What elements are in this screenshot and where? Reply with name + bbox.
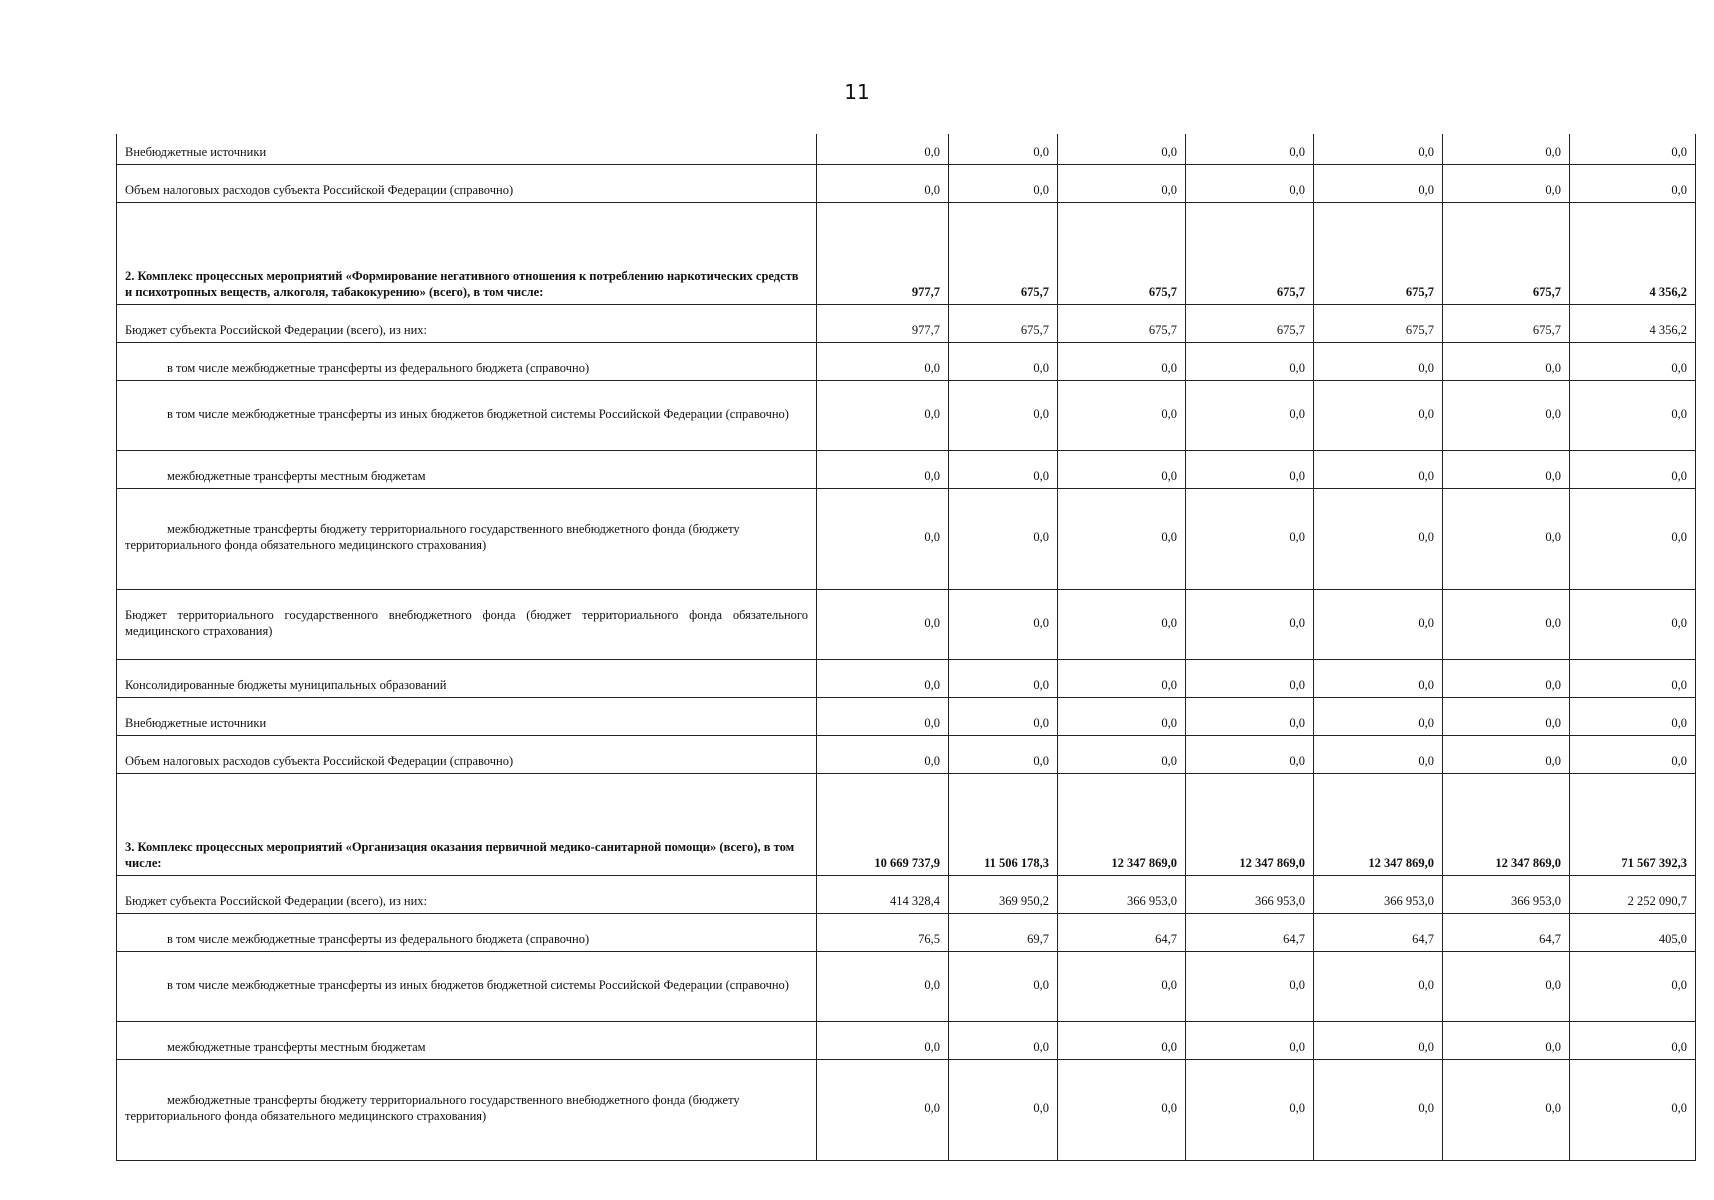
table-row	[117, 952, 1696, 1022]
value-cell: 0,0	[1186, 165, 1314, 203]
value-cell: 414 328,4	[817, 876, 949, 914]
row-label: Бюджет субъекта Российской Федерации (всего), из них:	[117, 876, 817, 914]
value-cell: 0,0	[1186, 451, 1314, 489]
value-cell: 0,0	[1186, 381, 1314, 451]
row-label: Внебюджетные источники	[117, 134, 817, 165]
value-cell: 0,0	[1314, 736, 1443, 774]
table-row	[117, 203, 1696, 305]
row-label: 3. Комплекс процессных мероприятий «Организация оказания первичной медико-санитарной помощи» (всего), в том числе:	[117, 774, 817, 876]
value-cell: 76,5	[817, 914, 949, 952]
value-cell: 369 950,2	[949, 876, 1058, 914]
table-row	[117, 343, 1696, 381]
value-cell: 0,0	[1314, 1022, 1443, 1060]
value-cell: 64,7	[1443, 914, 1570, 952]
table-row	[117, 1060, 1696, 1161]
value-cell: 366 953,0	[1186, 876, 1314, 914]
value-cell: 0,0	[949, 736, 1058, 774]
value-cell: 0,0	[1314, 952, 1443, 1022]
value-cell: 0,0	[1058, 1022, 1186, 1060]
table-row	[117, 451, 1696, 489]
value-cell: 64,7	[1314, 914, 1443, 952]
row-label: 2. Комплекс процессных мероприятий «Формирование негативного отношения к потреблению наркотических средств и психотропных веществ, алкоголя, табакокурению» (всего), в том числе:	[117, 203, 817, 305]
value-cell: 12 347 869,0	[1443, 774, 1570, 876]
value-cell: 10 669 737,9	[817, 774, 949, 876]
value-cell: 0,0	[1570, 451, 1696, 489]
table-row	[117, 134, 1696, 165]
value-cell: 0,0	[817, 381, 949, 451]
value-cell: 0,0	[1186, 698, 1314, 736]
row-label-text: межбюджетные трансферты местным бюджетам	[167, 1040, 426, 1054]
value-cell: 0,0	[1443, 1060, 1570, 1161]
row-label: Объем налоговых расходов субъекта Российской Федерации (справочно)	[117, 736, 817, 774]
value-cell: 0,0	[1443, 1022, 1570, 1060]
value-cell: 0,0	[1058, 381, 1186, 451]
row-label	[117, 343, 817, 381]
value-cell: 0,0	[1314, 134, 1443, 165]
row-label-text: межбюджетные трансферты бюджету территориального государственного внебюджетного фонда (бюджету территориального фонда обязательного медицинского страхования)	[125, 522, 740, 552]
value-cell: 0,0	[817, 590, 949, 660]
row-label-text: в том числе межбюджетные трансферты из федерального бюджета (справочно)	[167, 361, 590, 375]
value-cell: 64,7	[1186, 914, 1314, 952]
value-cell: 0,0	[1186, 590, 1314, 660]
row-label-text: в том числе межбюджетные трансферты из иных бюджетов бюджетной системы Российской Федерации (справочно)	[167, 406, 789, 421]
value-cell: 675,7	[1314, 203, 1443, 305]
table-row	[117, 1022, 1696, 1060]
value-cell: 12 347 869,0	[1314, 774, 1443, 876]
table-row	[117, 165, 1696, 203]
value-cell: 0,0	[1443, 590, 1570, 660]
value-cell: 0,0	[1058, 590, 1186, 660]
value-cell: 0,0	[949, 165, 1058, 203]
value-cell: 0,0	[817, 489, 949, 590]
value-cell: 0,0	[1186, 952, 1314, 1022]
value-cell: 675,7	[1443, 305, 1570, 343]
value-cell: 0,0	[1443, 736, 1570, 774]
value-cell: 0,0	[949, 489, 1058, 590]
value-cell: 0,0	[1314, 1060, 1443, 1161]
value-cell: 0,0	[949, 451, 1058, 489]
value-cell: 11 506 178,3	[949, 774, 1058, 876]
value-cell: 675,7	[1443, 203, 1570, 305]
value-cell: 69,7	[949, 914, 1058, 952]
value-cell: 977,7	[817, 305, 949, 343]
value-cell: 0,0	[1058, 134, 1186, 165]
value-cell: 0,0	[1570, 343, 1696, 381]
value-cell: 0,0	[817, 165, 949, 203]
value-cell: 71 567 392,3	[1570, 774, 1696, 876]
value-cell: 0,0	[1186, 134, 1314, 165]
value-cell: 0,0	[949, 1060, 1058, 1161]
value-cell: 0,0	[1570, 381, 1696, 451]
row-label	[117, 1060, 817, 1161]
table-row	[117, 660, 1696, 698]
value-cell: 12 347 869,0	[1186, 774, 1314, 876]
row-label-text: в том числе межбюджетные трансферты из иных бюджетов бюджетной системы Российской Федерации (справочно)	[167, 977, 789, 992]
table-row	[117, 774, 1696, 876]
value-cell: 0,0	[1443, 381, 1570, 451]
row-label	[117, 1022, 817, 1060]
value-cell: 675,7	[949, 203, 1058, 305]
value-cell: 0,0	[949, 1022, 1058, 1060]
value-cell: 0,0	[1314, 489, 1443, 590]
table-row	[117, 381, 1696, 451]
value-cell: 0,0	[1058, 1060, 1186, 1161]
value-cell: 675,7	[949, 305, 1058, 343]
value-cell: 0,0	[1314, 381, 1443, 451]
value-cell: 0,0	[1058, 343, 1186, 381]
value-cell: 0,0	[949, 134, 1058, 165]
value-cell: 366 953,0	[1058, 876, 1186, 914]
row-label	[117, 451, 817, 489]
row-label: Консолидированные бюджеты муниципальных образований	[117, 660, 817, 698]
table-row	[117, 489, 1696, 590]
value-cell: 0,0	[949, 343, 1058, 381]
value-cell: 0,0	[1443, 952, 1570, 1022]
table-row	[117, 590, 1696, 660]
value-cell: 0,0	[949, 952, 1058, 1022]
table-row	[117, 914, 1696, 952]
value-cell: 0,0	[949, 660, 1058, 698]
value-cell: 4 356,2	[1570, 305, 1696, 343]
value-cell: 0,0	[817, 698, 949, 736]
row-label: Внебюджетные источники	[117, 698, 817, 736]
value-cell: 12 347 869,0	[1058, 774, 1186, 876]
value-cell: 0,0	[817, 660, 949, 698]
value-cell: 0,0	[1186, 1022, 1314, 1060]
value-cell: 0,0	[1186, 489, 1314, 590]
value-cell: 0,0	[1570, 736, 1696, 774]
value-cell: 0,0	[1443, 451, 1570, 489]
value-cell: 0,0	[1570, 660, 1696, 698]
value-cell: 0,0	[1314, 698, 1443, 736]
value-cell: 0,0	[1443, 698, 1570, 736]
row-label	[117, 952, 817, 1022]
table-row	[117, 305, 1696, 343]
value-cell: 0,0	[1058, 736, 1186, 774]
value-cell: 0,0	[1186, 1060, 1314, 1161]
value-cell: 0,0	[1443, 660, 1570, 698]
value-cell: 0,0	[1570, 165, 1696, 203]
value-cell: 0,0	[1443, 343, 1570, 381]
value-cell: 0,0	[1570, 1060, 1696, 1161]
value-cell: 0,0	[1570, 590, 1696, 660]
value-cell: 0,0	[1570, 952, 1696, 1022]
value-cell: 0,0	[1314, 343, 1443, 381]
value-cell: 0,0	[1058, 698, 1186, 736]
value-cell: 0,0	[949, 698, 1058, 736]
value-cell: 366 953,0	[1443, 876, 1570, 914]
value-cell: 0,0	[1443, 165, 1570, 203]
value-cell: 0,0	[1570, 698, 1696, 736]
value-cell: 0,0	[1314, 165, 1443, 203]
value-cell: 0,0	[817, 451, 949, 489]
budget-table	[116, 134, 1696, 1161]
value-cell: 0,0	[949, 381, 1058, 451]
value-cell: 675,7	[1314, 305, 1443, 343]
value-cell: 675,7	[1186, 203, 1314, 305]
value-cell: 675,7	[1058, 305, 1186, 343]
value-cell: 0,0	[1570, 1022, 1696, 1060]
value-cell: 0,0	[1570, 134, 1696, 165]
value-cell: 0,0	[1058, 451, 1186, 489]
value-cell: 405,0	[1570, 914, 1696, 952]
value-cell: 0,0	[1058, 952, 1186, 1022]
value-cell: 0,0	[949, 590, 1058, 660]
page-number: 11	[844, 80, 870, 104]
value-cell: 0,0	[1186, 736, 1314, 774]
value-cell: 0,0	[1058, 489, 1186, 590]
row-label: Объем налоговых расходов субъекта Российской Федерации (справочно)	[117, 165, 817, 203]
value-cell: 0,0	[817, 1022, 949, 1060]
row-label-text: межбюджетные трансферты местным бюджетам	[167, 469, 426, 483]
row-label-text: межбюджетные трансферты бюджету территориального государственного внебюджетного фонда (бюджету территориального фонда обязательного медицинского страхования)	[125, 1093, 740, 1123]
value-cell: 0,0	[817, 952, 949, 1022]
row-label	[117, 489, 817, 590]
value-cell: 0,0	[1314, 660, 1443, 698]
value-cell: 675,7	[1058, 203, 1186, 305]
value-cell: 0,0	[1058, 660, 1186, 698]
value-cell: 0,0	[1314, 590, 1443, 660]
value-cell: 675,7	[1186, 305, 1314, 343]
value-cell: 0,0	[817, 343, 949, 381]
value-cell: 4 356,2	[1570, 203, 1696, 305]
table-row	[117, 736, 1696, 774]
value-cell: 2 252 090,7	[1570, 876, 1696, 914]
row-label	[117, 914, 817, 952]
value-cell: 0,0	[1443, 489, 1570, 590]
value-cell: 0,0	[817, 736, 949, 774]
value-cell: 0,0	[1058, 165, 1186, 203]
value-cell: 0,0	[1186, 343, 1314, 381]
value-cell: 0,0	[1570, 489, 1696, 590]
row-label-text: в том числе межбюджетные трансферты из федерального бюджета (справочно)	[167, 932, 590, 946]
row-label: Бюджет территориального государственного внебюджетного фонда (бюджет территориального фонда обязательного медицинского страхования)	[117, 590, 817, 660]
value-cell: 0,0	[1443, 134, 1570, 165]
value-cell: 977,7	[817, 203, 949, 305]
row-label: Бюджет субъекта Российской Федерации (всего), из них:	[117, 305, 817, 343]
value-cell: 0,0	[817, 1060, 949, 1161]
value-cell: 0,0	[1314, 451, 1443, 489]
table-row	[117, 698, 1696, 736]
table-row	[117, 876, 1696, 914]
row-label	[117, 381, 817, 451]
value-cell: 0,0	[1186, 660, 1314, 698]
value-cell: 366 953,0	[1314, 876, 1443, 914]
value-cell: 0,0	[817, 134, 949, 165]
value-cell: 64,7	[1058, 914, 1186, 952]
